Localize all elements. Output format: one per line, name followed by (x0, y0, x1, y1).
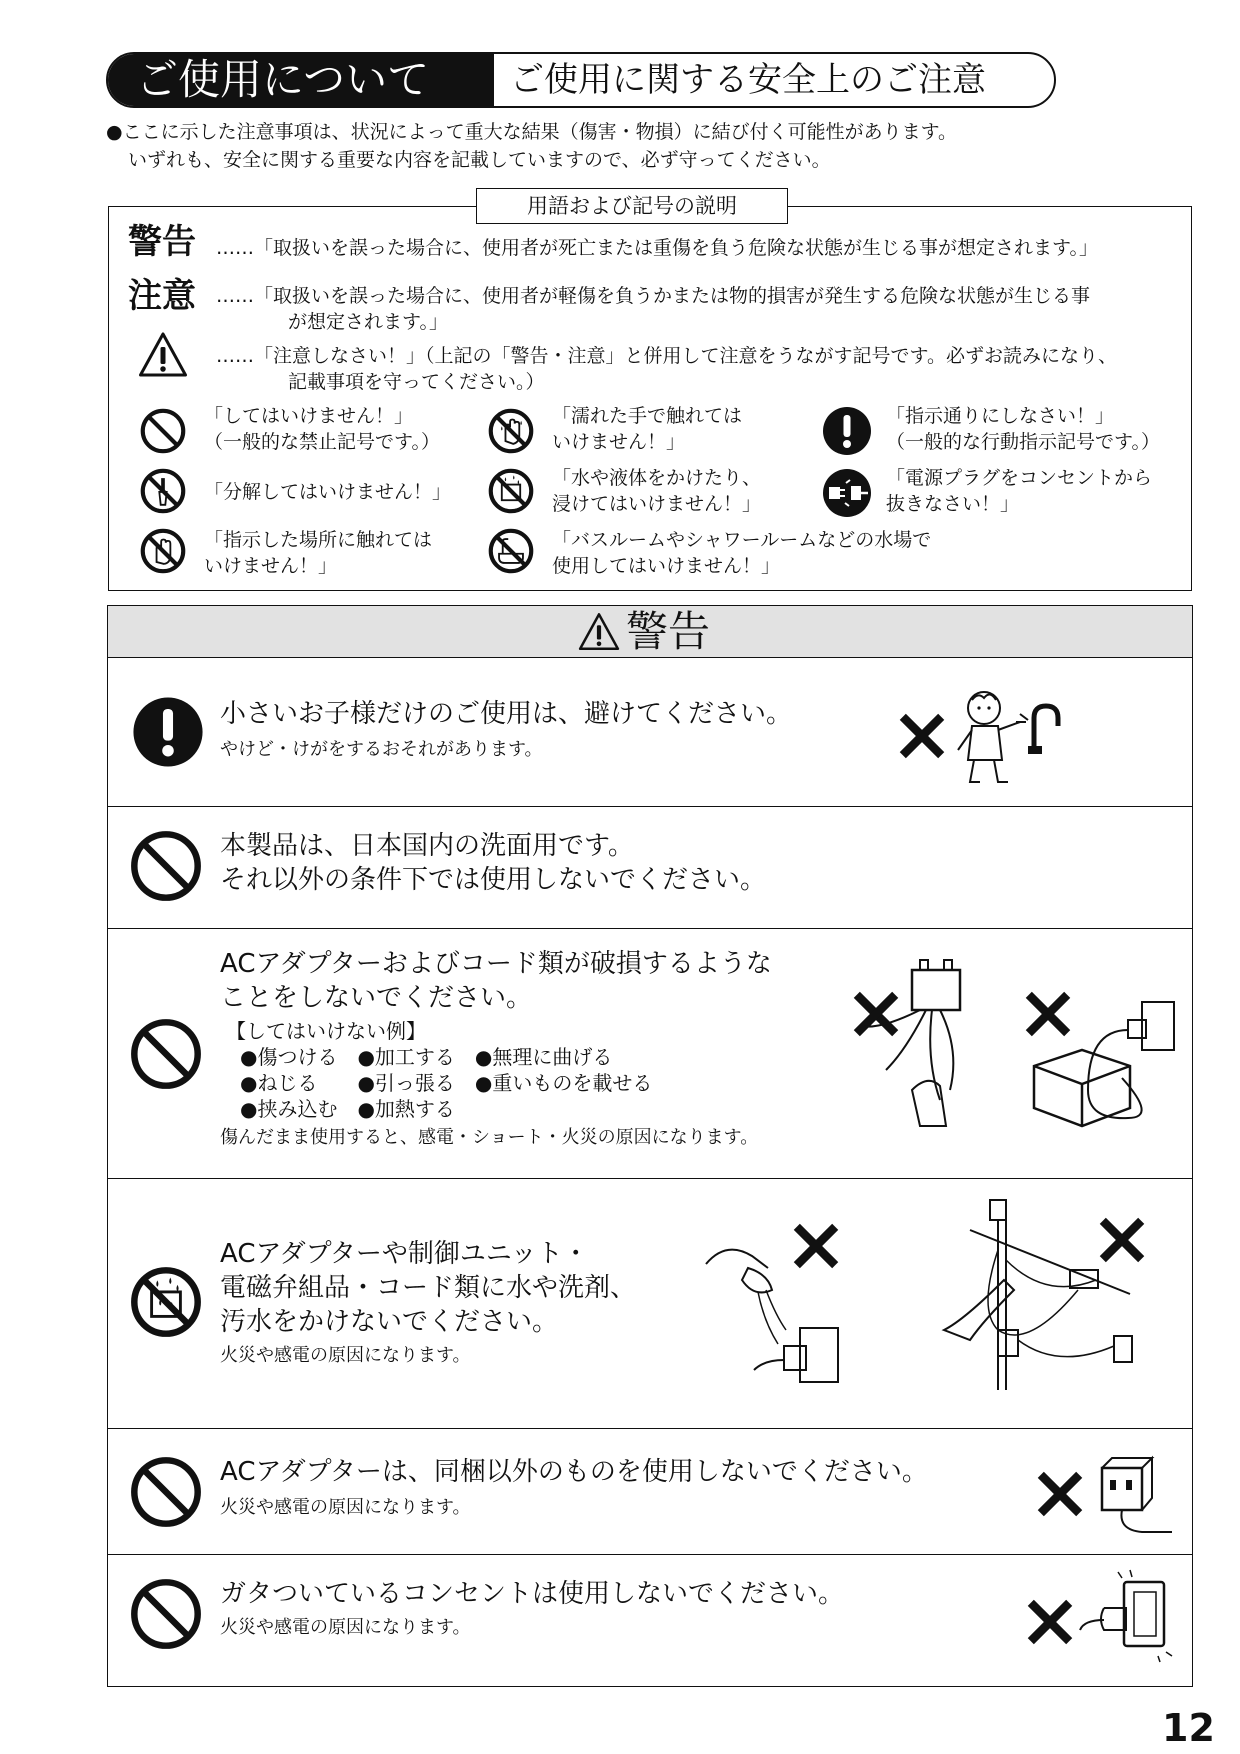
caution-symbol-desc-2: 記載事項を守ってください。） (288, 371, 545, 393)
row-divider (108, 1428, 1192, 1429)
caution-triangle-icon (138, 330, 188, 380)
warning-4-title-1: ACアダプターや制御ユニット・ (220, 1239, 589, 1269)
warning-3-example-2: ●ねじる ●引っ張る ●重いものを載せる (240, 1071, 653, 1095)
symbol-disassembly-line-1: 「分解してはいけません！」 (204, 481, 452, 503)
symbol-no-touch-line-2: いけません！」 (204, 555, 338, 577)
warning-3-sub: 傷んだまま使用すると、感電・ショート・火災の原因になります。 (220, 1127, 759, 1148)
term-caution-desc-2: が想定されます。」 (288, 311, 448, 333)
symbol-prohibit-line-1: 「してはいけません！」 (204, 405, 414, 427)
intro-line-1: ●ここに示した注意事項は、状況によって重大な結果（傷害・物損）に結び付く可能性があります。 (106, 121, 958, 143)
warning-3-title-1: ACアダプターおよびコード類が破損するような (220, 949, 772, 979)
warning-6-sub: 火災や感電の原因になります。 (220, 1617, 471, 1638)
loose-outlet-illustration (1078, 1568, 1178, 1664)
warning-3-example-3: ●挟み込む ●加熱する (240, 1097, 455, 1121)
caution-triangle-icon (576, 611, 622, 653)
row-divider (108, 1554, 1192, 1555)
pouring-water-illustration (704, 1238, 844, 1392)
warning-1-sub: やけど・けがをするおそれがあります。 (220, 739, 543, 760)
section-header (106, 52, 1056, 108)
warning-2-title-1: 本製品は、日本国内の洗面用です。 (220, 831, 634, 861)
mandatory-action-icon (822, 406, 872, 456)
warning-heading: 警告 (626, 607, 711, 656)
child-faucet-illustration (950, 684, 1070, 794)
warning-4-title-3: 汚水をかけないでください。 (220, 1307, 559, 1337)
crushed-cord-illustration (1024, 996, 1186, 1142)
warning-4-title-2: 電磁弁組品・コード類に水や洗剤、 (220, 1273, 637, 1303)
row-divider (108, 806, 1192, 807)
symbol-water-line-1: 「水や液体をかけたり、 (552, 467, 762, 489)
mandatory-action-icon (132, 696, 204, 768)
symbol-wet-hands-line-1: 「濡れた手で触れては (552, 405, 743, 427)
warning-5-sub: 火災や感電の原因になります。 (220, 1497, 471, 1518)
no-bathroom-icon (488, 528, 534, 574)
warning-1-title: 小さいお子様だけのご使用は、避けてください。 (220, 699, 793, 729)
row-divider (108, 928, 1192, 929)
term-caution-desc-1: ……「取扱いを誤った場合に、使用者が軽傷を負うかまたは物的損害が発生する危険な状態が生じる事 (216, 285, 1091, 307)
damaged-adapter-illustration (856, 950, 976, 1136)
no-water-icon (130, 1266, 202, 1338)
prohibition-icon (130, 1578, 202, 1650)
symbol-bathroom-line-1: 「バスルームやシャワールームなどの水場で (552, 529, 932, 551)
spraying-unit-illustration (930, 1200, 1140, 1400)
page-number: 12 (1162, 1706, 1215, 1750)
row-divider (108, 1178, 1192, 1179)
symbol-prohibit-line-2: （一般的な禁止記号です。） (204, 431, 440, 453)
term-warning: 警告 (128, 222, 196, 262)
foreign-adapter-illustration (1088, 1454, 1176, 1538)
symbol-bathroom-line-2: 使用してはいけません！」 (552, 555, 781, 577)
symbol-unplug-line-1: 「電源プラグをコンセントから (886, 467, 1153, 489)
no-water-icon (488, 468, 534, 514)
cross-mark-icon (898, 712, 946, 760)
no-wet-hands-icon (488, 408, 534, 454)
warning-3-example-1: ●傷つける ●加工する ●無理に曲げる (240, 1045, 613, 1069)
warning-3-example-label: 【してはいけない例】 (226, 1019, 426, 1043)
symbol-mandatory-line-1: 「指示通りにしなさい！」 (886, 405, 1115, 427)
warning-6-title: ガタついているコンセントは使用しないでください。 (220, 1579, 845, 1609)
caution-symbol-desc-1: ……「注意しなさい！」（上記の「警告・注意」と併用して注意をうながす記号です。必ずお読みになり、 (216, 345, 1117, 367)
prohibition-icon (130, 830, 202, 902)
warning-2-title-2: それ以外の条件下では使用しないでください。 (220, 865, 767, 895)
symbol-unplug-line-2: 抜きなさい！」 (886, 493, 1020, 515)
prohibition-icon (130, 1018, 202, 1090)
no-disassembly-icon (140, 468, 186, 514)
prohibition-icon (140, 408, 186, 454)
symbol-wet-hands-line-2: いけません！」 (552, 431, 686, 453)
section-title: ご使用に関する安全上のご注意 (510, 60, 986, 100)
warning-4-sub: 火災や感電の原因になります。 (220, 1345, 471, 1366)
intro-line-2: いずれも、安全に関する重要な内容を記載していますので、必ず守ってください。 (128, 149, 831, 171)
symbol-water-line-2: 浸けてはいけません！」 (552, 493, 762, 515)
symbol-mandatory-line-2: （一般的な行動指示記号です。） (886, 431, 1160, 453)
symbol-no-touch-line-1: 「指示した場所に触れては (204, 529, 433, 551)
warning-5-title: ACアダプターは、同梱以外のものを使用しないでください。 (220, 1457, 928, 1487)
unplug-icon (822, 468, 872, 518)
cross-mark-icon (1036, 1470, 1084, 1518)
no-touch-icon (140, 528, 186, 574)
term-caution: 注意 (128, 276, 196, 316)
warning-3-title-2: ことをしないでください。 (220, 983, 533, 1013)
section-label: ご使用について (108, 54, 494, 106)
term-warning-desc: ……「取扱いを誤った場合に、使用者が死亡または重傷を負う危険な状態が生じる事が想定されます。」 (216, 237, 1098, 259)
cross-mark-icon (1026, 1598, 1074, 1646)
legend-title: 用語および記号の説明 (476, 188, 788, 224)
prohibition-icon (130, 1456, 202, 1528)
